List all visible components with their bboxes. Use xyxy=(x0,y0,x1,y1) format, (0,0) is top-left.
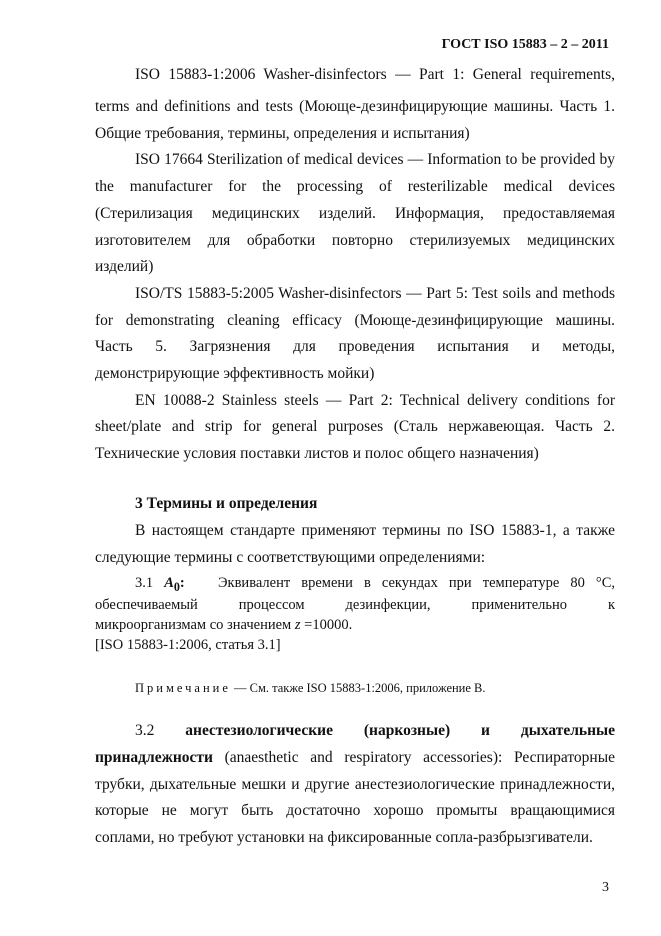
section-intro-line: следующие термины с соответствующими определениями: xyxy=(95,549,486,566)
note xyxy=(135,681,486,696)
term-source: [ISO 15883-1:2006, статья 3.1] xyxy=(95,637,281,653)
term-word: дыхательные xyxy=(520,722,616,739)
variable-z: z xyxy=(294,617,301,633)
text-line: соплами, но требуют установки на фиксированные сопла-разбрызгиватели. xyxy=(95,829,593,846)
term-3-2-line xyxy=(95,722,615,740)
text-span: микроорганизмам со значением xyxy=(95,617,295,633)
text-line: terms and definitions and tests (Моюще-дезинфицирующие машины. Часть 1. xyxy=(95,98,615,115)
term-3-2-line xyxy=(95,749,615,767)
section-intro-line: В настоящем стандарте применяют термины по ISO 15883-1, а также xyxy=(135,522,615,539)
text-line: которые не могут быть достаточно хорошо промыты вращающимися xyxy=(95,802,615,819)
text-line: изделий) xyxy=(95,258,154,275)
page-number: 3 xyxy=(602,880,609,895)
text-line: ISO 17664 Sterilization of medical devices ― Information to be provided by xyxy=(135,151,615,168)
note-text: ― См. также ISO 15883-1:2006, приложение В. xyxy=(230,681,486,695)
term-number: 3.2 xyxy=(135,722,155,739)
term-subscript: 0 xyxy=(173,579,180,594)
text-line: the manufacturer for the processing of resterilizable medical devices xyxy=(95,178,615,195)
term-word: анестезиологические xyxy=(185,722,333,739)
text-line: трубки, дыхательные мешки и другие анестезиологические принадлежности, xyxy=(95,776,615,793)
text-line: sheet/plate and strip for general purposes (Сталь нержавеющая. Часть 2. xyxy=(95,418,615,435)
term-3-1-line xyxy=(95,575,615,595)
text-span: =10000. xyxy=(300,617,353,633)
text-line: EN 10088-2 Stainless steels ― Part 2: Technical delivery conditions for xyxy=(135,392,615,409)
section-heading: 3 Термины и определения xyxy=(135,495,318,512)
text-line: обеспечиваемый процессом дезинфекции, применительно к xyxy=(95,597,615,613)
text-line: (Стерилизация медицинских изделий. Информация, предоставляемая xyxy=(95,205,615,222)
text-line: Технические условия поставки листов и полос общего назначения) xyxy=(95,445,539,462)
note-label: Примечание xyxy=(135,681,231,695)
text-line: ISO/TS 15883-5:2005 Washer-disinfectors ― Part 5: Test soils and methods xyxy=(135,285,615,302)
text-line: for demonstrating cleaning efficacy (Моюще-дезинфицирующие машины. xyxy=(95,312,615,329)
term-definition: Эквивалент времени в секундах при температуре 80 °C, xyxy=(217,575,616,591)
text-line: Общие требования, термины, определения и испытания) xyxy=(95,125,470,142)
text-line: ISO 15883-1:2006 Washer-disinfectors ― Part 1: General requirements, xyxy=(135,66,615,83)
page-header: ГОСТ ISO 15883 – 2 – 2011 xyxy=(441,37,609,52)
term-colon: : xyxy=(179,575,185,591)
text-line: изготовителем для обработки повторно стерилизуемых медицинских xyxy=(95,232,615,249)
text-span: (anaesthetic and respiratory accessories): Респираторные xyxy=(212,749,615,766)
text-line: Часть 5. Загрязнения для проведения испытания и методы, xyxy=(95,338,615,355)
text-line: демонстрирующие эффективность мойки) xyxy=(95,365,375,382)
term-word: и xyxy=(481,722,490,739)
term-word: принадлежности xyxy=(95,749,213,766)
term-symbol: A xyxy=(164,575,174,591)
term-word: (наркозные) xyxy=(363,722,451,739)
term-3-1-line xyxy=(95,617,615,634)
term-number: 3.1 xyxy=(135,575,154,591)
